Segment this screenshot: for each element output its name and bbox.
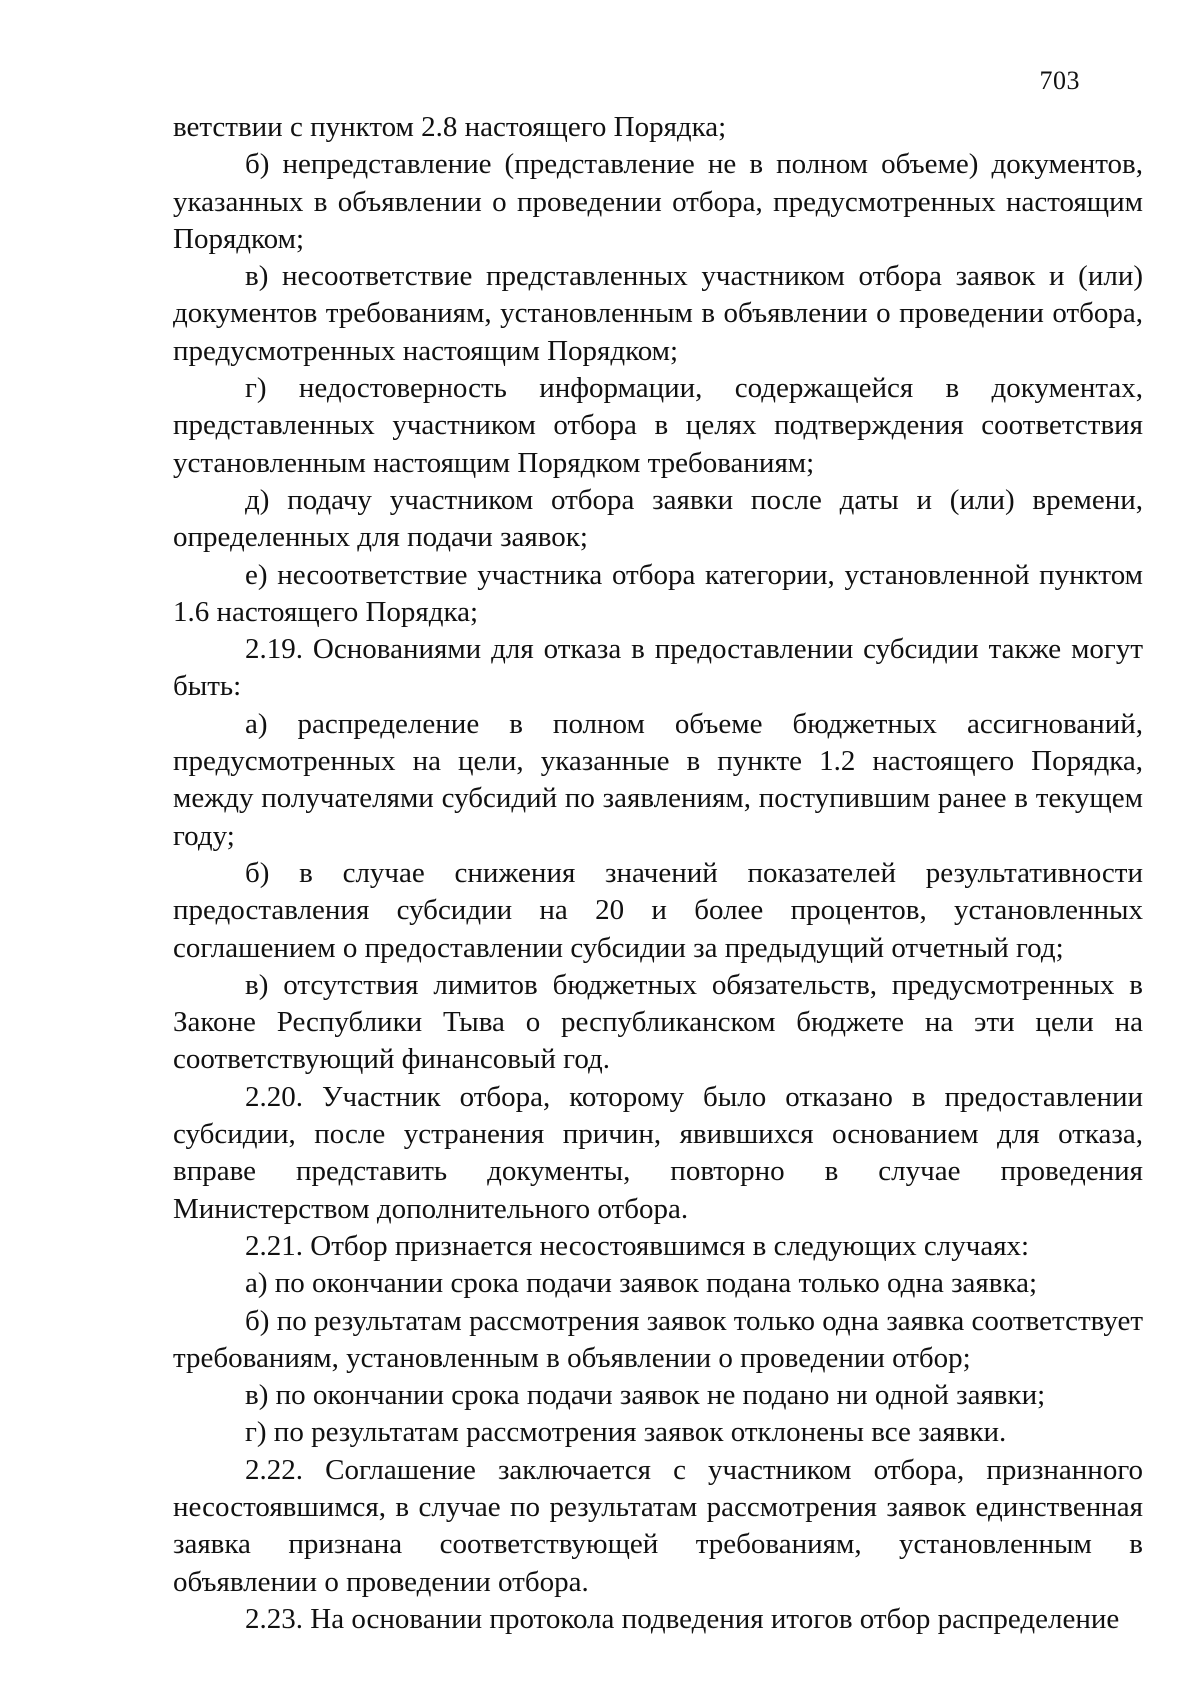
paragraph: 2.21. Отбор признается несостоявшимся в следующих случаях: bbox=[245, 1229, 1030, 1262]
paragraph: 2.20. Участник отбора, которому было отказано в предоставлении субсидии, после устранения причин, явившихся основанием для отказа, вправе представить документы, повторно в случае проведения Министерством дополнительного отбора. bbox=[173, 1080, 1143, 1225]
paragraph: 2.19. Основаниями для отказа в предоставлении субсидии также могут быть: bbox=[173, 633, 1143, 703]
paragraph: б) непредставление (представление не в полном объеме) документов, указанных в объявлении о проведении отбора, предусмотренных настоящим Порядком; bbox=[173, 148, 1143, 255]
paragraph: б) по результатам рассмотрения заявок только одна заявка соответствует требованиям, установленным в объявлении о проведении отбор; bbox=[173, 1304, 1143, 1374]
paragraph: г) недостоверность информации, содержащейся в документах, представленных участником отбора в целях подтверждения соответствия установленным настоящим Порядком требованиям; bbox=[173, 372, 1143, 479]
paragraph: в) по окончании срока подачи заявок не подано ни одной заявки; bbox=[245, 1379, 1046, 1412]
paragraph: в) отсутствия лимитов бюджетных обязательств, предусмотренных в Законе Республики Тыва о республиканском бюджете на эти цели на соответствующий финансовый год. bbox=[173, 968, 1143, 1076]
document-body bbox=[173, 109, 1143, 1638]
paragraph: в) несоответствие представленных участником отбора заявок и (или) документов требованиям, установленным в объявлении о проведении отбора, предусмотренных настоящим Порядком; bbox=[173, 260, 1143, 367]
paragraph: д) подачу участником отбора заявки после даты и (или) времени, определенных для подачи заявок; bbox=[173, 483, 1143, 554]
paragraph: е) несоответствие участника отбора категории, установленной пунктом 1.6 настоящего Порядка; bbox=[173, 558, 1143, 628]
paragraph: 2.22. Соглашение заключается с участником отбора, признанного несостоявшимся, в случае по результатам рассмотрения заявок единственная заявка признана соответствующей требованиям, установленным в объявлении о проведении отбора. bbox=[173, 1453, 1143, 1598]
paragraph: 2.23. На основании протокола подведения итогов отбор распределение bbox=[245, 1602, 1120, 1635]
paragraph: г) по результатам рассмотрения заявок отклонены все заявки. bbox=[245, 1416, 1007, 1449]
paragraph: б) в случае снижения значений показателей результативности предоставления субсидии на 20 и более процентов, установленных соглашением о предоставлении субсидии за предыдущий отчетный год; bbox=[173, 856, 1143, 964]
page-number: 703 bbox=[1039, 66, 1080, 95]
paragraph: а) распределение в полном объеме бюджетных ассигнований, предусмотренных на цели, указанные в пункте 1.2 настоящего Порядка, между получателями субсидий по заявлениям, поступившим ранее в текущем году; bbox=[173, 707, 1143, 852]
paragraph: ветствии с пунктом 2.8 настоящего Порядка; bbox=[173, 111, 727, 143]
paragraph: а) по окончании срока подачи заявок подана только одна заявка; bbox=[245, 1267, 1038, 1300]
